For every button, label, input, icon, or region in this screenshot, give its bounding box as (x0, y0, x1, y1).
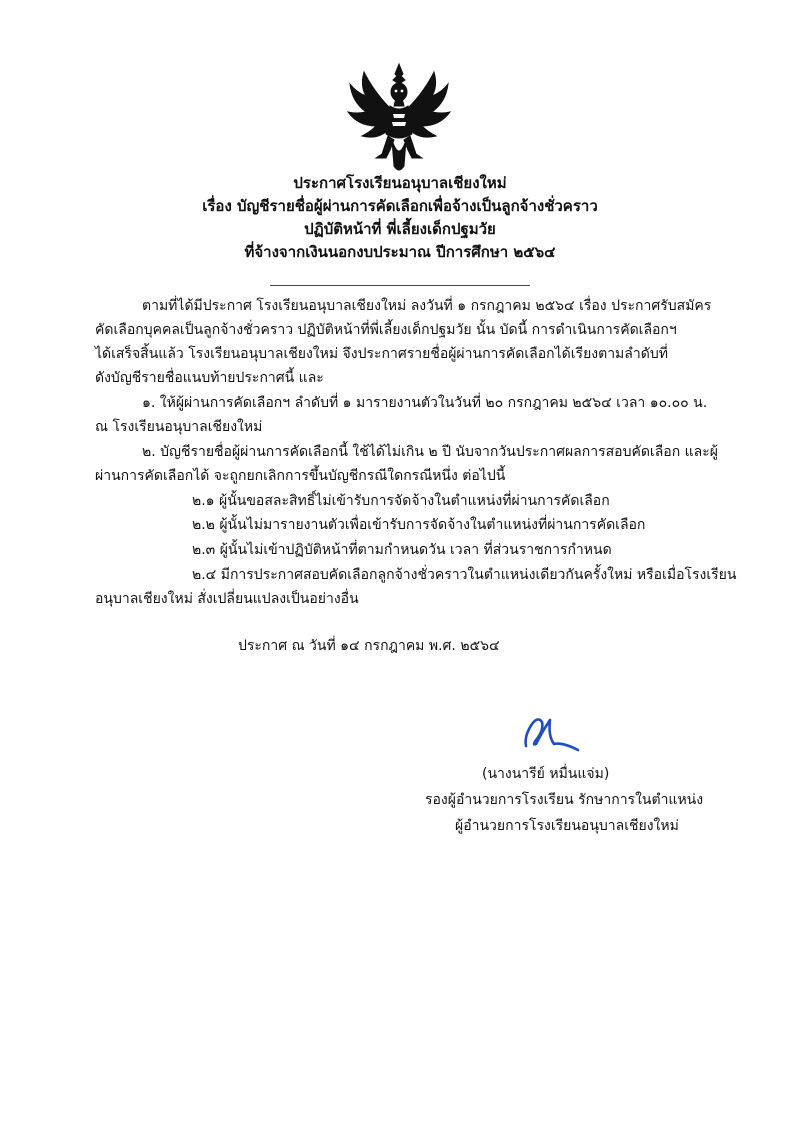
sub-item-2-4-line: ๒.๔ มีการประกาศสอบคัดเลือกลูกจ้างชั่วคราวในตำแหน่งเดียวกันครั้งใหม่ หรือเมื่อโรงเรียน (192, 567, 737, 583)
title-divider (270, 285, 530, 286)
item-2-line: ผ่านการคัดเลือกได้ จะถูกยกเลิกการขึ้นบัญชีกรณีใดกรณีหนึ่ง ต่อไปนี้ (95, 468, 506, 484)
sub-item-2-2: ๒.๒ ผู้นั้นไม่มารายงานตัวเพื่อเข้ารับการจัดจ้างในตำแหน่งที่ผ่านการคัดเลือก (192, 517, 646, 533)
intro-line: ได้เสร็จสิ้นแล้ว โรงเรียนอนุบาลเชียงใหม่ จึงประกาศรายชื่อผู้ผ่านการคัดเลือกได้เรียงตามลำดับที่ (95, 346, 668, 362)
date-line: ประกาศ ณ วันที่ ๑๔ กรกฎาคม พ.ศ. ๒๕๖๔ (238, 638, 500, 654)
sub-item-2-4-line: อนุบาลเชียงใหม่ สั่งเปลี่ยนแปลงเป็นอย่างอื่น (95, 591, 359, 607)
item-1-line: ณ โรงเรียนอนุบาลเชียงใหม่ (95, 419, 263, 435)
intro-line: ดังบัญชีรายชื่อแนบท้ายประกาศนี้ และ (95, 370, 324, 386)
intro-line: คัดเลือกบุคคลเป็นลูกจ้างชั่วคราว ปฏิบัติหน้าที่พี่เลี้ยงเด็กปฐมวัย นั้น บัดนี้ การดำเนินการคัดเลือกฯ (95, 322, 677, 338)
announcement-title: ประกาศโรงเรียนอนุบาลเชียงใหม่ (293, 174, 507, 192)
signer-name: (นางนารีย์ หมื่นแจ่ม) (482, 766, 610, 782)
signer-position: รองผู้อำนวยการโรงเรียน รักษาการในตำแหน่ง (425, 792, 704, 808)
announcement-position: ปฏิบัติหน้าที่ พี่เลี้ยงเด็กปฐมวัย (304, 220, 496, 238)
garuda-emblem-icon (346, 62, 452, 176)
handwritten-signature (520, 706, 582, 756)
intro-line: ตามที่ได้มีประกาศ โรงเรียนอนุบาลเชียงใหม่ ลงวันที่ ๑ กรกฎาคม ๒๕๖๔ เรื่อง ประกาศรับสมัคร (142, 298, 712, 314)
signer-position-acting: ผู้อำนวยการโรงเรียนอนุบาลเชียงใหม่ (455, 818, 679, 834)
announcement-funding: ที่จ้างจากเงินนอกงบประมาณ ปีการศึกษา ๒๕๖๔ (244, 243, 556, 261)
item-1-line: ๑. ให้ผู้ผ่านการคัดเลือกฯ ลำดับที่ ๑ มารายงานตัวในวันที่ ๒๐ กรกฎาคม ๒๕๖๔ เวลา ๑๐.๐๐ น. (142, 395, 708, 411)
sub-item-2-3: ๒.๓ ผู้นั้นไม่เข้าปฏิบัติหน้าที่ตามกำหนดวัน เวลา ที่ส่วนราชการกำหนด (192, 542, 612, 558)
sub-item-2-1: ๒.๑ ผู้นั้นขอสละสิทธิ์ไม่เข้ารับการจัดจ้างในตำแหน่งที่ผ่านการคัดเลือก (192, 493, 610, 509)
item-2-line: ๒. บัญชีรายชื่อผู้ผ่านการคัดเลือกนี้ ใช้ได้ไม่เกิน ๒ ปี นับจากวันประกาศผลการสอบคัดเลือก และผู้ (142, 444, 718, 460)
announcement-subject: เรื่อง บัญชีรายชื่อผู้ผ่านการคัดเลือกเพื่อจ้างเป็นลูกจ้างชั่วคราว (202, 197, 598, 215)
